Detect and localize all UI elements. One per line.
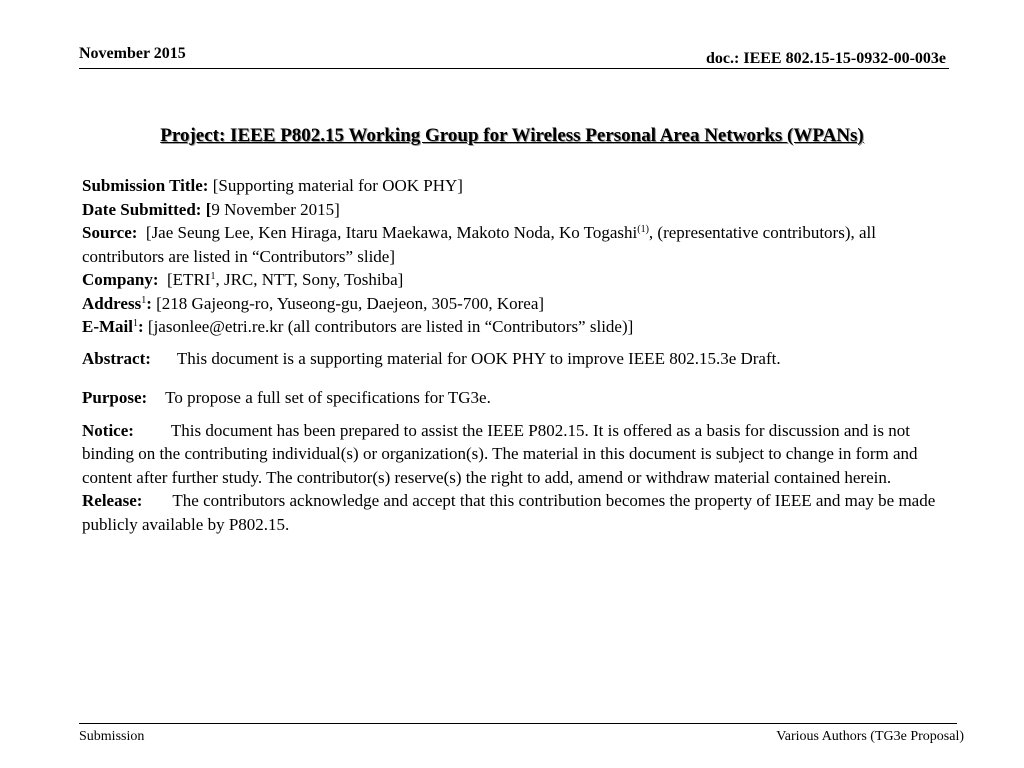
email-line bbox=[82, 315, 950, 339]
header-date: November 2015 bbox=[79, 45, 186, 62]
header-divider bbox=[79, 68, 949, 69]
abstract-text: This document is a supporting material for OOK PHY to improve IEEE 802.15.3e Draft. bbox=[176, 348, 781, 368]
date-submitted-line bbox=[82, 198, 950, 222]
project-title: Project: IEEE P802.15 Working Group for Wireless Personal Area Networks (WPANs) bbox=[160, 125, 864, 146]
submission-details bbox=[82, 174, 950, 536]
notice-text: This document has been prepared to assist the IEEE P802.15. It is offered as a basis for discussion and is not binding on the contributing individual(s) or organization(s). The material in this document is subject to change in form and content after further study. The contributor(s) reserve(s) the right to add, amend or withdraw material contained herein. bbox=[82, 420, 918, 487]
company-line bbox=[82, 268, 950, 292]
email-label: E-Mail bbox=[82, 317, 133, 336]
footer-submission: Submission bbox=[79, 729, 145, 744]
submission-title-value: [Supporting material for OOK PHY] bbox=[208, 176, 463, 195]
notice-label: Notice: bbox=[82, 420, 134, 440]
release-label: Release: bbox=[82, 491, 143, 510]
address-value: [218 Gajeong-ro, Yuseong-gu, Daejeon, 305-700, Korea] bbox=[151, 293, 545, 313]
address-line bbox=[82, 292, 950, 316]
company-superscript: 1 bbox=[210, 271, 216, 282]
email-colon: : bbox=[138, 317, 144, 336]
source-value-continued: , (representative contributors), all contributors are listed in “Contributors” slide] bbox=[82, 223, 876, 266]
address-label: Address bbox=[82, 293, 142, 313]
notice-section bbox=[82, 419, 950, 490]
release-text: The contributors acknowledge and accept that this contribution becomes the property of IEEE and may be made publicly available by P802.15. bbox=[82, 491, 936, 534]
address-colon: : bbox=[146, 293, 152, 313]
abstract-label: Abstract: bbox=[82, 348, 151, 368]
release-section bbox=[82, 489, 950, 536]
source-line bbox=[82, 221, 950, 268]
company-value-continued: , JRC, NTT, Sony, Toshiba] bbox=[215, 270, 404, 289]
source-superscript: (1) bbox=[637, 224, 649, 235]
source-label: Source: bbox=[82, 223, 138, 242]
email-superscript: 1 bbox=[133, 318, 138, 329]
email-value: [jasonlee@etri.re.kr (all contributors are listed in “Contributors” slide)] bbox=[143, 317, 634, 336]
date-submitted-label: Date Submitted: [ bbox=[82, 199, 212, 219]
submission-title-label: Submission Title: bbox=[82, 176, 209, 195]
abstract-section bbox=[82, 347, 950, 371]
header-doc-id: doc.: IEEE 802.15-15-0932-00-003e bbox=[706, 50, 946, 67]
footer-authors: Various Authors (TG3e Proposal) bbox=[776, 729, 964, 744]
submission-title-line bbox=[82, 174, 950, 198]
footer-divider bbox=[79, 723, 957, 724]
purpose-label: Purpose: bbox=[82, 388, 148, 407]
date-submitted-value: 9 November 2015] bbox=[211, 199, 340, 219]
address-superscript: 1 bbox=[141, 294, 147, 306]
company-value: [ETRI bbox=[158, 270, 211, 289]
company-label: Company: bbox=[82, 270, 159, 289]
purpose-text: To propose a full set of specifications for TG3e. bbox=[165, 388, 491, 407]
source-value: [Jae Seung Lee, Ken Hiraga, Itaru Maekawa, Makoto Noda, Ko Togashi bbox=[137, 223, 638, 242]
purpose-section bbox=[82, 386, 950, 410]
